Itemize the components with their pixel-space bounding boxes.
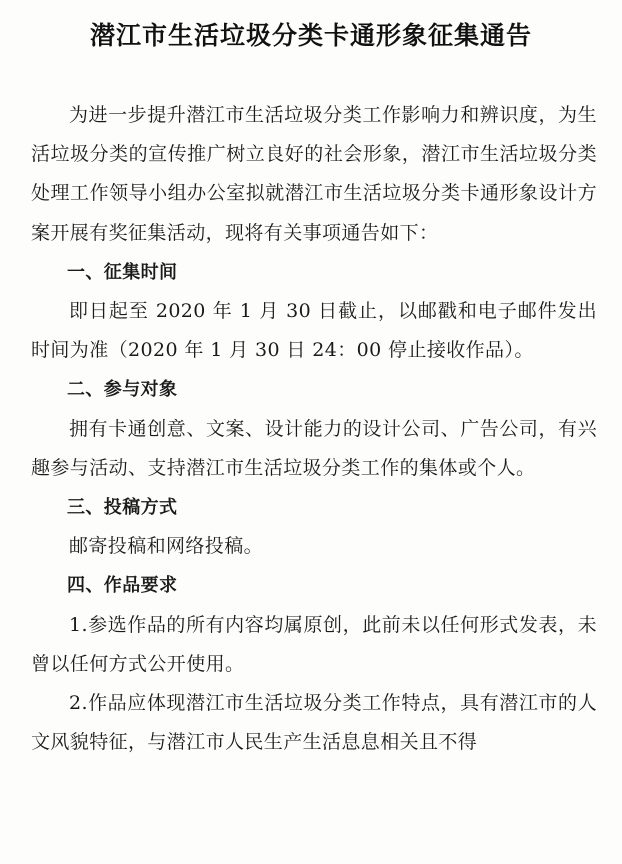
- intro-paragraph: 为进一步提升潜江市生活垃圾分类工作影响力和辨识度，为生活垃圾分类的宣传推广树立良好的社会形象，潜江市生活垃圾分类处理工作领导小组办公室拟就潜江市生活垃圾分类卡通形象设计方案开展有奖征集活动，现将有关事项通告如下：: [31, 104, 597, 244]
- requirement-item-2: 2.作品应体现潜江市生活垃圾分类工作特点，具有潜江市的人文风貌特征，与潜江市人民生产生活息息相关且不得: [31, 692, 597, 754]
- document-body: [31, 96, 597, 762]
- section-participants-paragraph: 拥有卡通创意、文案、设计能力的设计公司、广告公司，有兴趣参与活动、支持潜江市生活垃圾分类工作的集体或个人。: [31, 417, 597, 479]
- section-heading-submission: 三、投稿方式: [67, 497, 178, 519]
- document-title: 潜江市生活垃圾分类卡通形象征集通告: [89, 21, 532, 50]
- section-heading-participants: 二、参与对象: [67, 379, 178, 401]
- requirement-item-1: 1.参选作品的所有内容均属原创，此前未以任何形式发表，未曾以任何方式公开使用。: [31, 613, 597, 675]
- section-submission-paragraph: 邮寄投稿和网络投稿。: [69, 535, 264, 558]
- section-heading-requirements: 四、作品要求: [67, 575, 178, 597]
- section-time-paragraph: 即日起至 2020 年 1 月 30 日截止，以邮戳和电子邮件发出时间为准（2020 年 1 月 30 日 24：00 停止接收作品）。: [31, 300, 597, 362]
- section-heading-time: 一、征集时间: [67, 261, 178, 283]
